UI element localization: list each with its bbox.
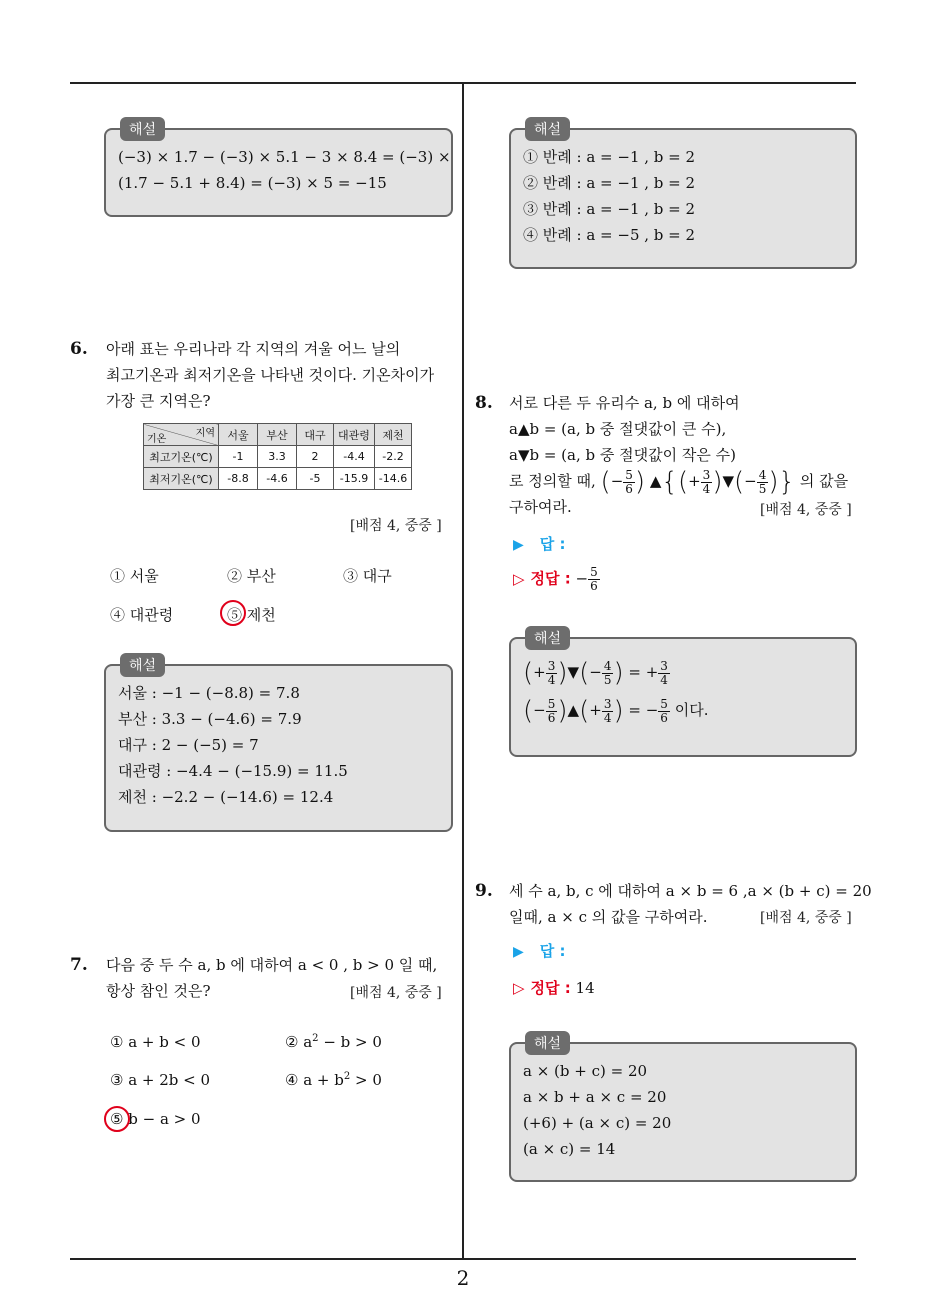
- paren: ): [613, 696, 624, 726]
- choice-text: − b > 0: [318, 1033, 382, 1051]
- question-line: 의 값을: [799, 472, 849, 490]
- numerator: 3: [547, 658, 556, 673]
- question-8-meta: [배점 4, 중중 ]: [760, 502, 852, 518]
- paren: (: [523, 696, 534, 726]
- question-line: 항상 참인 것은?: [106, 982, 211, 1000]
- paren: (: [677, 467, 689, 497]
- fraction: [546, 698, 558, 725]
- question-line: 아래 표는 우리나라 각 지역의 겨울 어느 날의: [106, 340, 401, 358]
- numerator: 4: [603, 658, 612, 673]
- paren: ): [557, 658, 568, 688]
- choice-4[interactable]: ④ 대관령: [110, 606, 174, 624]
- choice-5-marker: ⑤: [227, 606, 243, 624]
- explanation-box-q8: [509, 631, 857, 757]
- choice-text: ④ a + b: [285, 1071, 344, 1089]
- correct-label: 정답 :: [530, 979, 571, 997]
- paren: (: [579, 658, 590, 688]
- choice-5-label: 제천: [246, 606, 276, 624]
- table-corner-cell: [144, 424, 219, 446]
- explanation-line: (+ $\frac{3}{4}$ )▼(− $\frac{4}{5}$ ) = + $\frac{3}{4}$: [523, 658, 668, 688]
- choice-5[interactable]: [110, 1110, 201, 1128]
- table-cell: 3.3: [258, 446, 297, 468]
- paren: (: [734, 467, 745, 497]
- explanation-line: (+6) + (a × c) = 20: [523, 1114, 672, 1132]
- table-cell: -1: [219, 446, 258, 468]
- fraction: [701, 469, 713, 496]
- answer-label: 답 :: [539, 535, 566, 553]
- table-row: [144, 446, 412, 468]
- explanation-box-q9: [509, 1036, 857, 1182]
- choice-5-label: b − a > 0: [128, 1110, 201, 1128]
- question-8-definition: 로 정의할 때, (− $\frac{5}{6}$ ) ▲{(+ $\frac{3}{4}$ )▼(− $\frac{4}{5}$ )} 의 값을: [509, 467, 849, 497]
- explanation-line: 제천 : −2.2 − (−14.6) = 12.4: [118, 788, 334, 806]
- fraction: [602, 660, 614, 687]
- fraction: [658, 698, 670, 725]
- correct-sign: −: [575, 569, 589, 588]
- choice-5[interactable]: [227, 604, 276, 625]
- choice-3[interactable]: ③ 대구: [343, 567, 392, 585]
- correct-value: 14: [575, 979, 595, 997]
- explanation-line: (− $\frac{5}{6}$ )▲(+ $\frac{3}{4}$ ) = − $\frac{5}{6}$ 이다.: [523, 696, 709, 726]
- denominator: 6: [625, 481, 633, 496]
- explanation-line: 대구 : 2 − (−5) = 7: [118, 736, 259, 754]
- table-header: 서울: [219, 424, 258, 446]
- question-line: 구하여라.: [509, 498, 572, 516]
- brace: }: [778, 467, 796, 497]
- numerator: 5: [660, 696, 668, 711]
- numerator: 4: [758, 467, 767, 482]
- explanation-line: ③ 반례 : a = −1 , b = 2: [523, 200, 696, 218]
- explanation-line: 부산 : 3.3 − (−4.6) = 7.9: [118, 710, 302, 728]
- explanation-tag: 해설: [120, 117, 165, 141]
- explanation-line: (1.7 − 5.1 + 8.4) = (−3) × 5 = −15: [118, 174, 387, 192]
- table-cell: -15.9: [334, 468, 375, 490]
- table-header: 대관령: [334, 424, 375, 446]
- question-line: 다음 중 두 수 a, b 에 대하여 a < 0 , b > 0 일 때,: [106, 956, 438, 974]
- table-cell: -4.4: [334, 446, 375, 468]
- denominator: 4: [603, 710, 612, 725]
- corner-top-label: 지역: [195, 428, 215, 439]
- paren: (: [579, 696, 590, 726]
- question-number-7: 7.: [70, 955, 88, 975]
- fraction: [757, 469, 769, 496]
- play-icon: ▶: [513, 944, 524, 960]
- fraction: [623, 469, 635, 496]
- choice-2[interactable]: ② 부산: [227, 567, 276, 585]
- numerator: 5: [625, 467, 633, 482]
- denominator: 6: [660, 710, 668, 725]
- numerator: 5: [547, 696, 556, 711]
- paren: (: [523, 658, 534, 688]
- play-outline-icon: ▷: [513, 979, 525, 997]
- question-line: 일때, a × c 의 값을 구하여라.: [509, 908, 708, 926]
- numerator: 3: [603, 696, 612, 711]
- explanation-line: ① 반례 : a = −1 , b = 2: [523, 148, 696, 166]
- play-outline-icon: ▷: [513, 569, 525, 588]
- question-line: 최고기온과 최저기온을 나타낸 것이다. 기온차이가: [106, 366, 435, 384]
- table-header: 부산: [258, 424, 297, 446]
- page-number: 2: [456, 1266, 470, 1290]
- answer-input-q8[interactable]: [513, 533, 566, 554]
- choice-text: > 0: [350, 1071, 382, 1089]
- explanation-box-q7: [509, 122, 857, 269]
- choice-1[interactable]: ① 서울: [110, 567, 159, 585]
- bottom-rule: [70, 1258, 856, 1260]
- table-header: 대구: [297, 424, 334, 446]
- paren: ): [768, 467, 779, 497]
- correct-label: 정답 :: [530, 569, 571, 588]
- explanation-line: ④ 반례 : a = −5 , b = 2: [523, 226, 696, 244]
- question-line: 가장 큰 지역은?: [106, 392, 211, 410]
- explanation-suffix: 이다.: [674, 701, 709, 719]
- denominator: 6: [590, 579, 598, 593]
- choice-4[interactable]: [285, 1071, 382, 1089]
- denominator: 4: [702, 481, 711, 496]
- fraction: [588, 566, 600, 593]
- explanation-box-q6: [104, 658, 453, 832]
- question-9-meta: [배점 4, 중중 ]: [760, 910, 852, 926]
- denominator: 5: [603, 672, 612, 687]
- explanation-tag: 해설: [120, 653, 165, 677]
- answer-input-q9[interactable]: [513, 940, 566, 961]
- row-label: 최저기온(℃): [144, 468, 219, 490]
- denominator: 6: [547, 710, 556, 725]
- denominator: 5: [758, 481, 767, 496]
- question-6-meta: [배점 4, 중중 ]: [350, 518, 442, 534]
- explanation-line: a × (b + c) = 20: [523, 1062, 648, 1080]
- paren: ): [557, 696, 568, 726]
- exponent: 2: [343, 1071, 351, 1082]
- brace: {: [661, 467, 678, 497]
- denominator: 4: [547, 672, 556, 687]
- explanation-tag: 해설: [525, 626, 570, 650]
- numerator: 3: [660, 658, 668, 673]
- explanation-box-q5: [104, 122, 453, 217]
- numerator: 3: [702, 467, 711, 482]
- table-header: 제천: [375, 424, 412, 446]
- choice-3[interactable]: ③ a + 2b < 0: [110, 1071, 211, 1089]
- table-row: [144, 468, 412, 490]
- question-number-8: 8.: [475, 393, 493, 413]
- question-number-9: 9.: [475, 881, 493, 901]
- explanation-tag: 해설: [525, 117, 570, 141]
- table-cell: -4.6: [258, 468, 297, 490]
- question-line: 로 정의할 때,: [509, 472, 596, 490]
- paren: ): [712, 467, 723, 497]
- paren: (: [600, 467, 611, 497]
- explanation-line: 서울 : −1 − (−8.8) = 7.8: [118, 684, 300, 702]
- question-line: 서로 다른 두 유리수 a, b 에 대하여: [509, 394, 740, 412]
- explanation-line: (a × c) = 14: [523, 1140, 616, 1158]
- explanation-line: a × b + a × c = 20: [523, 1088, 667, 1106]
- answer-label: 답 :: [539, 942, 566, 960]
- question-line: a▲b = (a, b 중 절댓값이 큰 수),: [509, 420, 727, 438]
- corner-bottom-label: 기온: [147, 434, 167, 445]
- denominator: 4: [660, 672, 668, 687]
- table-cell: 2: [297, 446, 334, 468]
- question-line: 세 수 a, b, c 에 대하여 a × b = 6 ,a × (b + c) = 20: [509, 882, 872, 900]
- choice-1[interactable]: ① a + b < 0: [110, 1033, 201, 1051]
- choice-2[interactable]: [285, 1033, 382, 1051]
- exponent: 2: [312, 1033, 319, 1044]
- correct-answer-q9: [513, 977, 595, 998]
- row-label: 최고기온(℃): [144, 446, 219, 468]
- table-cell: -14.6: [375, 468, 412, 490]
- explanation-line: 대관령 : −4.4 − (−15.9) = 11.5: [118, 762, 348, 780]
- table-cell: -5: [297, 468, 334, 490]
- correct-answer-q8: [513, 566, 600, 593]
- explanation-tag: 해설: [525, 1031, 570, 1055]
- question-7-meta: [배점 4, 중중 ]: [350, 985, 442, 1001]
- choice-5-marker: ⑤: [110, 1110, 124, 1128]
- fraction: [658, 660, 670, 687]
- question-number-6: 6.: [70, 339, 88, 359]
- question-8-text: [509, 390, 740, 468]
- choice-text: ② a: [285, 1033, 313, 1051]
- column-divider: [462, 82, 464, 1259]
- numerator: 5: [590, 565, 598, 579]
- play-icon: ▶: [513, 537, 524, 553]
- paren: ): [613, 658, 624, 688]
- question-line: a▼b = (a, b 중 절댓값이 작은 수): [509, 446, 736, 464]
- fraction: [546, 660, 558, 687]
- explanation-line: ② 반례 : a = −1 , b = 2: [523, 174, 696, 192]
- paren: ): [634, 467, 646, 497]
- table-cell: -8.8: [219, 468, 258, 490]
- fraction: [602, 698, 614, 725]
- explanation-line: (−3) × 1.7 − (−3) × 5.1 − 3 × 8.4 = (−3) ×: [118, 148, 451, 166]
- table-cell: -2.2: [375, 446, 412, 468]
- question-6-text: [106, 336, 434, 414]
- temperature-table: [143, 423, 412, 490]
